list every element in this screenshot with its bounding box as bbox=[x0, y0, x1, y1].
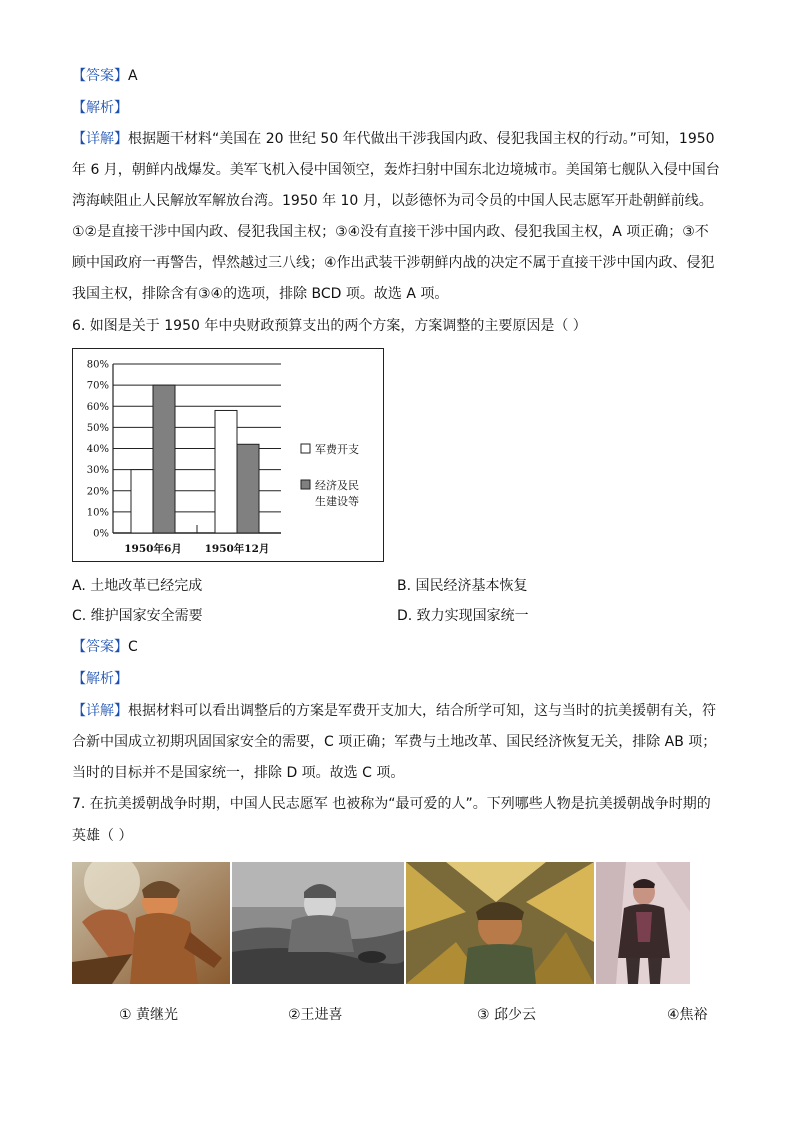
legend-label: 军费开支 bbox=[315, 443, 359, 456]
y-tick-label: 0% bbox=[93, 528, 109, 540]
y-tick-label: 80% bbox=[86, 359, 109, 371]
budget-chart bbox=[72, 348, 384, 562]
bar bbox=[153, 385, 175, 533]
bar bbox=[237, 444, 259, 533]
budget-chart-svg bbox=[73, 349, 385, 563]
legend-swatch bbox=[301, 444, 310, 453]
answer-tag: 【答案】 bbox=[72, 68, 128, 84]
x-tick-label: 1950年6月 bbox=[124, 543, 182, 555]
y-tick-label: 70% bbox=[86, 380, 109, 392]
q7-stem-line-1: 7. 在抗美援朝战争时期，中国人民志愿军 也被称为“最可爱的人”。下列哪些人物是抗美援朝战争时期的 bbox=[72, 796, 711, 812]
q5-detail-line-5: 顾中国政府一再警告，悍然越过三八线；④作出武装干涉朝鲜内战的决定不属于直接干涉中国内政、侵犯 bbox=[72, 255, 715, 271]
q5-detail-line-1 bbox=[72, 129, 715, 149]
analysis-tag: 【解析】 bbox=[72, 100, 128, 116]
q5-detail-line-4: ①②是直接干涉中国内政、侵犯我国主权；③④没有直接干涉中国内政、侵犯我国主权，A 项正确；③不 bbox=[72, 224, 709, 240]
y-tick-label: 60% bbox=[86, 401, 109, 413]
q6-detail-line-3: 当时的目标并不是国家统一，排除 D 项。故选 C 项。 bbox=[72, 765, 405, 781]
caption-1: ① 黄继光 bbox=[119, 1007, 179, 1023]
q6-option-b: B. 国民经济基本恢复 bbox=[397, 578, 528, 594]
photo-qiu-shaoyun bbox=[406, 862, 594, 984]
photo-huang-jiguang bbox=[72, 862, 230, 984]
caption-4: ④焦裕 bbox=[667, 1007, 708, 1023]
q5-detail-line-3: 湾海峡阻止人民解放军解放台湾。1950 年 10 月，以彭德怀为司令员的中国人民志愿军开赴朝鲜前线。 bbox=[72, 193, 713, 209]
answer-value: A bbox=[128, 68, 138, 84]
q6-option-d: D. 致力实现国家统一 bbox=[397, 608, 529, 624]
analysis-tag: 【解析】 bbox=[72, 671, 128, 687]
answer-value: C bbox=[128, 639, 138, 655]
y-tick-label: 10% bbox=[86, 507, 109, 519]
y-tick-label: 20% bbox=[86, 486, 109, 498]
q5-answer-line bbox=[72, 66, 138, 86]
legend-label: 生建设等 bbox=[315, 495, 359, 508]
detail-text: 根据材料可以看出调整后的方案是军费开支加大，结合所学可知，这与当时的抗美援朝有关，符 bbox=[128, 703, 716, 719]
y-tick-label: 30% bbox=[86, 465, 109, 477]
q7-stem-line-2: 英雄（ ） bbox=[72, 828, 133, 844]
photo-qiu-shaoyun-img bbox=[406, 862, 594, 984]
legend-label: 经济及民 bbox=[315, 479, 359, 492]
detail-text: 根据题干材料“美国在 20 世纪 50 年代做出干涉我国内政、侵犯我国主权的行动。”可知，1950 bbox=[128, 131, 715, 147]
answer-tag: 【答案】 bbox=[72, 639, 128, 655]
q6-detail-line-2: 合新中国成立初期巩固国家安全的需要，C 项正确；军费与土地改革、国民经济恢复无关，排除 AB 项； bbox=[72, 734, 717, 750]
photo-wang-jinxi bbox=[232, 862, 404, 984]
photo-wang-jinxi-img bbox=[232, 862, 404, 984]
y-tick-label: 50% bbox=[86, 422, 109, 434]
x-tick-label: 1950年12月 bbox=[204, 543, 270, 555]
q6-option-a: A. 土地改革已经完成 bbox=[72, 578, 203, 594]
q5-detail-line-6: 我国主权，排除含有③④的选项，排除 BCD 项。故选 A 项。 bbox=[72, 286, 449, 302]
caption-3: ③ 邱少云 bbox=[477, 1007, 537, 1023]
caption-2: ②王进喜 bbox=[288, 1007, 343, 1023]
photo-jiao-yulu-img bbox=[596, 862, 690, 984]
bar bbox=[215, 410, 237, 533]
photo-jiao-yulu bbox=[596, 862, 690, 984]
photo-huang-jiguang-img bbox=[72, 862, 230, 984]
legend-swatch bbox=[301, 480, 310, 489]
q6-detail-line-1 bbox=[72, 701, 716, 721]
q6-stem: 6. 如图是关于 1950 年中央财政预算支出的两个方案，方案调整的主要原因是（ ） bbox=[72, 318, 587, 334]
q6-answer-line bbox=[72, 637, 138, 657]
q6-option-c: C. 维护国家安全需要 bbox=[72, 608, 203, 624]
detail-tag: 【详解】 bbox=[72, 131, 128, 147]
y-tick-label: 40% bbox=[86, 444, 109, 455]
q5-detail-line-2: 年 6 月，朝鲜内战爆发。美军飞机入侵中国领空，轰炸扫射中国东北边境城市。美国第七舰队入侵中国台 bbox=[72, 162, 720, 178]
bar bbox=[131, 470, 153, 533]
detail-tag: 【详解】 bbox=[72, 703, 128, 719]
